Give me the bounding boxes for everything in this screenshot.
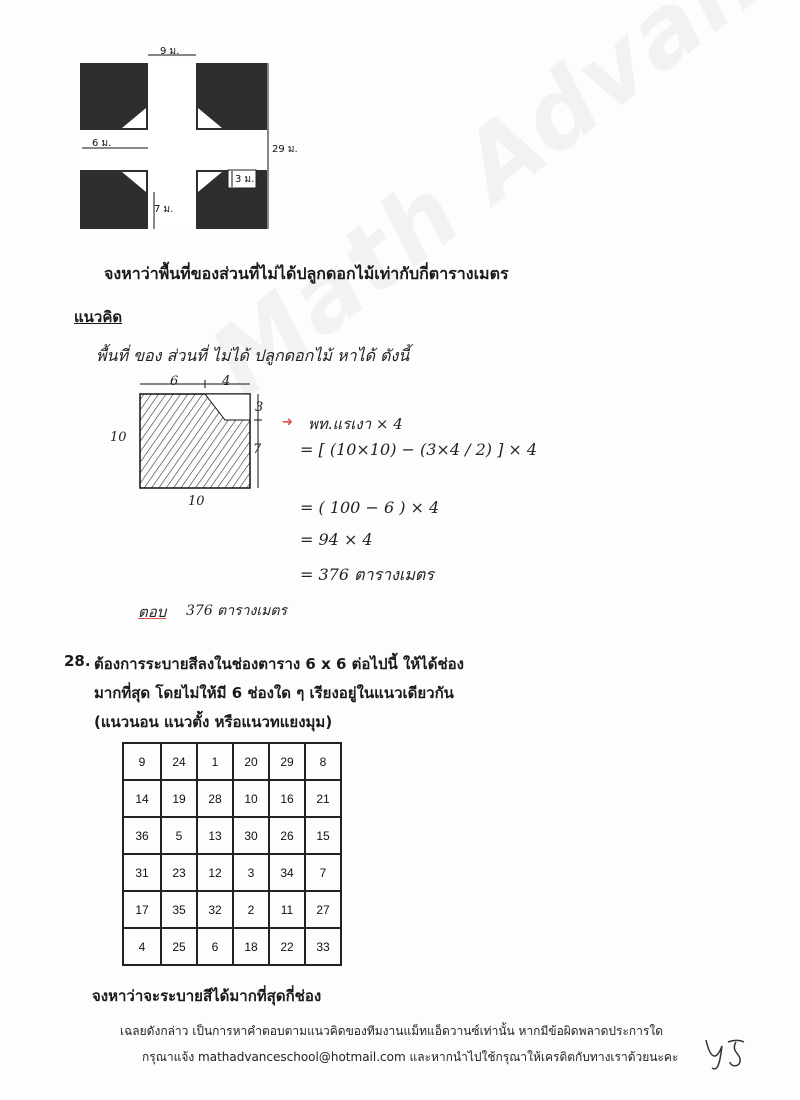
question-28-line2: มากที่สุด โดยไม่ให้มี 6 ช่องใด ๆ เรียงอยู่ในแนวเดียวกัน (94, 684, 454, 702)
grid-cell: 23 (161, 854, 197, 891)
grid-cell: 22 (269, 928, 305, 965)
grid-cell: 32 (197, 891, 233, 928)
grid-cell: 35 (161, 891, 197, 928)
grid-cell: 28 (197, 780, 233, 817)
question-28-number: 28. (64, 652, 91, 670)
grid-cell: 8 (305, 743, 341, 780)
step-4: = 94 × 4 (300, 530, 373, 549)
grid-cell: 34 (269, 854, 305, 891)
fig-top-6: 6 (170, 374, 179, 389)
grid-row (123, 817, 341, 854)
grid-cell: 13 (197, 817, 233, 854)
solution-heading: แนวคิด (74, 308, 123, 326)
step-2: = [ (10×10) − (3×4 / 2) ] × 4 (300, 440, 538, 459)
grid-cell: 24 (161, 743, 197, 780)
grid-cell: 2 (233, 891, 269, 928)
grid-cell: 7 (305, 854, 341, 891)
grid-cell: 29 (269, 743, 305, 780)
fig-left-10: 10 (110, 430, 127, 445)
grid-cell: 18 (233, 928, 269, 965)
fig-right-3: 3 (255, 400, 264, 415)
grid-row (123, 854, 341, 891)
fig-bottom-10: 10 (188, 494, 205, 509)
label-9m: 9 ม. (160, 46, 180, 57)
grid-cell: 4 (123, 928, 161, 965)
grid-cell: 3 (233, 854, 269, 891)
label-6m: 6 ม. (92, 138, 112, 149)
grid-row (123, 928, 341, 965)
grid-row (123, 743, 341, 780)
grid-cell: 10 (233, 780, 269, 817)
fig-right-7: 7 (253, 442, 262, 457)
grid-cell: 20 (233, 743, 269, 780)
footer-line-1: เฉลยดังกล่าว เป็นการหาคำตอบตามแนวคิดของทีมงานแม็ทแอ็ดวานซ์เท่านั้น หากมีข้อผิดพลาดประการใด (120, 1024, 663, 1038)
question-28-line1: ต้องการระบายสีลงในช่องตาราง 6 x 6 ต่อไปนี้ ให้ได้ช่อง (94, 655, 464, 673)
hatched-square-figure (105, 376, 285, 506)
grid-cell: 15 (305, 817, 341, 854)
number-grid (122, 742, 342, 966)
footer-line-2: กรุณาแจ้ง mathadvanceschool@hotmail.com และหากนำไปใช้กรุณาให้เครดิตกับทางเราด้วยนะคะ (142, 1050, 679, 1064)
arrow-icon: ➜ (282, 415, 293, 430)
question-28-line3: (แนวนอน แนวตั้ง หรือแนวทแยงมุม) (94, 713, 333, 731)
grid-cell: 6 (197, 928, 233, 965)
grid-cell: 33 (305, 928, 341, 965)
step-1: พท.แรเงา × 4 (308, 415, 403, 433)
grid-cell: 21 (305, 780, 341, 817)
answer-label: ตอบ (138, 603, 167, 621)
grid-cell: 16 (269, 780, 305, 817)
grid-cell: 30 (233, 817, 269, 854)
grid-cell: 31 (123, 854, 161, 891)
step-5: = 376 ตารางเมตร (300, 565, 434, 584)
question-28-prompt: จงหาว่าจะระบายสีได้มากที่สุดกี่ช่อง (92, 987, 322, 1005)
grid-cell: 26 (269, 817, 305, 854)
solution-intro: พื้นที่ ของ ส่วนที่ ไม่ได้ ปลูกดอกไม้ หาได้ ดังนี้ (96, 346, 410, 365)
label-3m: 3 ม. (235, 174, 255, 185)
grid-cell: 14 (123, 780, 161, 817)
grid-cell: 19 (161, 780, 197, 817)
grid-cell: 25 (161, 928, 197, 965)
grid-cell: 12 (197, 854, 233, 891)
grid-cell: 27 (305, 891, 341, 928)
fig-top-4: 4 (222, 374, 231, 389)
step-3: = ( 100 − 6 ) × 4 (300, 498, 440, 517)
grid-cell: 36 (123, 817, 161, 854)
label-29m: 29 ม. (272, 144, 298, 155)
grid-cell: 9 (123, 743, 161, 780)
label-7m: 7 ม. (154, 204, 174, 215)
grid-cell: 11 (269, 891, 305, 928)
grid-cell: 1 (197, 743, 233, 780)
grid-cell: 17 (123, 891, 161, 928)
grid-row (123, 780, 341, 817)
grid-row (123, 891, 341, 928)
question-27-prompt: จงหาว่าพื้นที่ของส่วนที่ไม่ได้ปลูกดอกไม้เท่ากับกี่ตารางเมตร (104, 264, 509, 283)
answer-value: 376 ตารางเมตร (186, 603, 287, 619)
signature (700, 1028, 760, 1078)
grid-cell: 5 (161, 817, 197, 854)
